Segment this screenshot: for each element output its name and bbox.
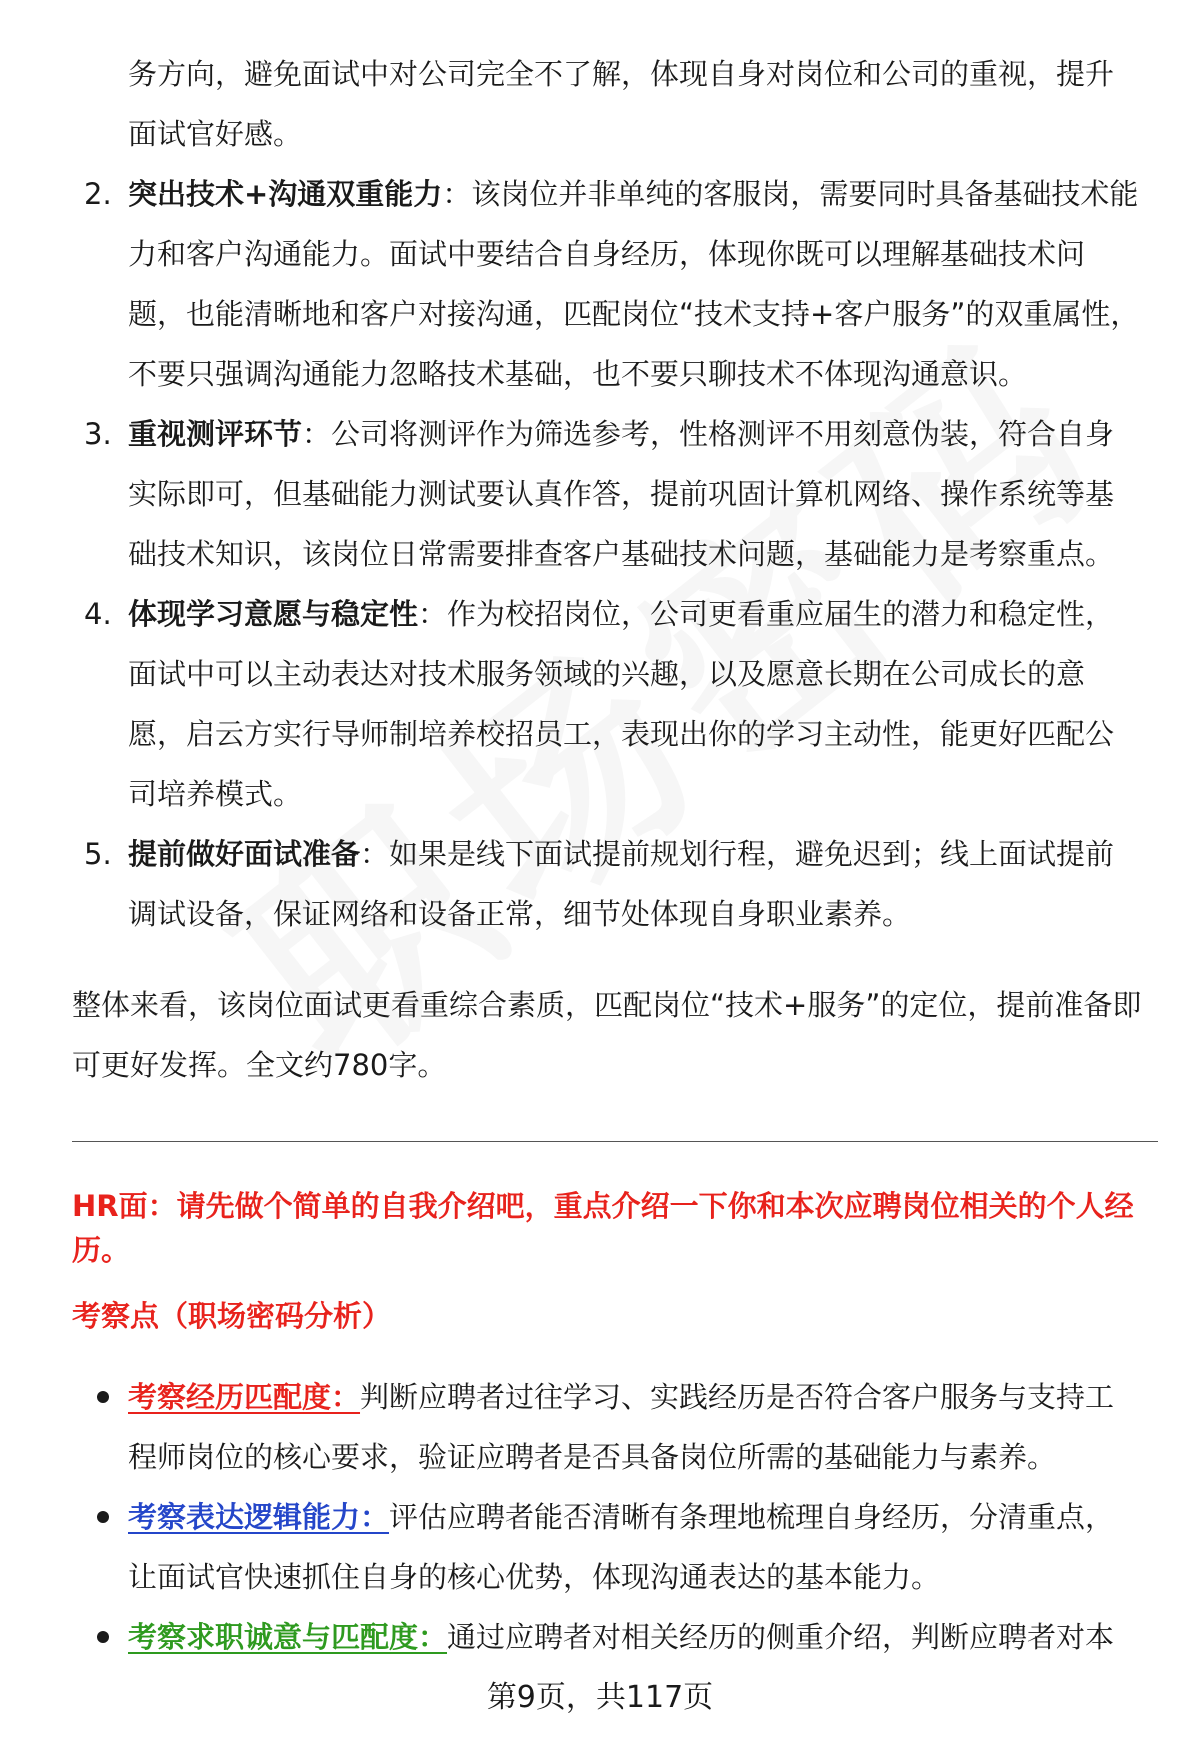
exam-point-text: 判断应聘者过往学习、实践经历是否符合客户服务与支持工程师岗位的核心要求，验证应聘者是否具备岗位所需的基础能力与素养。 xyxy=(128,1380,1115,1474)
exam-point-keyword: 考察表达逻辑能力： xyxy=(128,1500,390,1534)
hr-question-heading: HR面：请先做个简单的自我介绍吧，重点介绍一下你和本次应聘岗位相关的个人经历。 xyxy=(72,1189,1134,1267)
list-item-text: ：如果是线下面试提前规划行程，避免迟到；线上面试提前调试设备，保证网络和设备正常，细节处体现自身职业素养。 xyxy=(128,837,1115,931)
list-item xyxy=(0,404,1142,584)
exam-point-keyword: 考察经历匹配度： xyxy=(128,1380,361,1414)
list-item-title: 重视测评环节 xyxy=(128,417,303,451)
list-item-title: 体现学习意愿与稳定性 xyxy=(128,597,419,631)
bullet-icon xyxy=(97,1391,109,1403)
list-item-number: 2. xyxy=(84,177,112,211)
list-item-text: 务方向，避免面试中对公司完全不了解，体现自身对岗位和公司的重视，提升面试官好感。 xyxy=(128,57,1115,151)
list-item-text: ：该岗位并非单纯的客服岗，需要同时具备基础技术能力和客户沟通能力。面试中要结合自身经历，体现你既可以理解基础技术问题，也能清晰地和客户对接沟通，匹配岗位“技术支持+客户服务”的双重属性，不要只强调沟通能力忽略技术基础，也不要只聊技术不体现沟通意识。 xyxy=(128,177,1140,391)
list-item-number: 5. xyxy=(84,837,112,871)
exam-points-heading: 考察点（职场密码分析） xyxy=(72,1299,392,1333)
exam-point-text: 通过应聘者对相关经历的侧重介绍，判断应聘者对本 xyxy=(447,1620,1115,1654)
exam-point-keyword: 考察求职诚意与匹配度： xyxy=(128,1620,448,1654)
list-item-title: 突出技术+沟通双重能力 xyxy=(128,177,443,211)
exam-points-list xyxy=(0,1367,1200,1667)
list-item-number: 4. xyxy=(84,597,112,631)
summary-paragraph: 整体来看，该岗位面试更看重综合素质，匹配岗位“技术+服务”的定位，提前准备即可更好发挥。全文约780字。 xyxy=(72,988,1142,1082)
list-item xyxy=(0,1367,1142,1487)
list-item-text: ：作为校招岗位，公司更看重应届生的潜力和稳定性，面试中可以主动表达对技术服务领域的兴趣，以及愿意长期在公司成长的意愿，启云方实行导师制培养校招员工，表现出你的学习主动性，能更好匹配公司培养模式。 xyxy=(128,597,1115,811)
page-footer: 第9页，共117页 xyxy=(486,1680,714,1715)
numbered-list xyxy=(0,44,1200,944)
exam-point-text: 评估应聘者能否清晰有条理地梳理自身经历，分清重点，让面试官快速抓住自身的核心优势，体现沟通表达的基本能力。 xyxy=(128,1500,1115,1594)
list-item xyxy=(0,824,1142,944)
list-item xyxy=(0,164,1142,404)
bullet-icon xyxy=(97,1631,109,1643)
bullet-icon xyxy=(97,1511,109,1523)
list-item-text: ：公司将测评作为筛选参考，性格测评不用刻意伪装，符合自身实际即可，但基础能力测试要认真作答，提前巩固计算机网络、操作系统等基础技术知识，该岗位日常需要排查客户基础技术问题，基础能力是考察重点。 xyxy=(128,417,1115,571)
section-divider xyxy=(72,1141,1158,1142)
list-item-title: 提前做好面试准备 xyxy=(128,837,361,871)
list-item-continuation xyxy=(0,44,1142,164)
list-item xyxy=(0,1487,1142,1607)
list-item-number: 3. xyxy=(84,417,112,451)
list-item xyxy=(0,584,1142,824)
list-item xyxy=(0,1607,1142,1667)
